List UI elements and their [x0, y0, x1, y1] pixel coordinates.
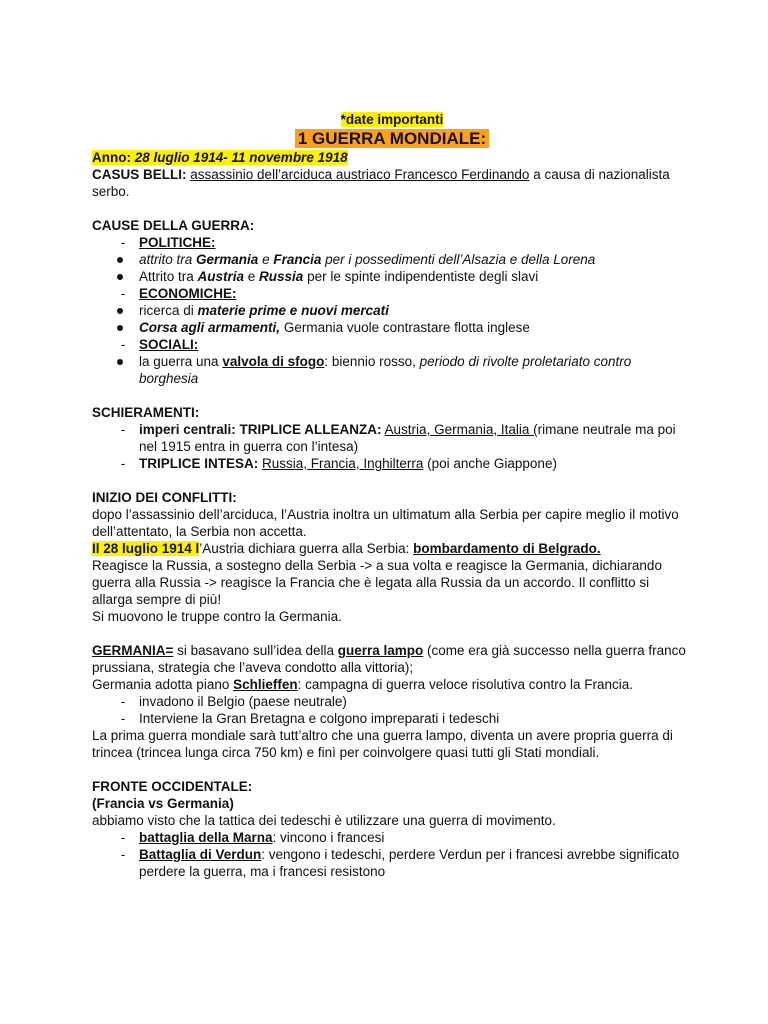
text-span: attrito tra [139, 252, 197, 267]
bullet-dot-icon [117, 308, 123, 314]
date-highlight: Il 28 luglio 1914 l [92, 541, 200, 556]
text-span: Corsa agli armamenti, [139, 320, 281, 335]
fronte-subheading: (Francia vs Germania) [92, 796, 234, 811]
text-span: Austria [197, 269, 245, 284]
text-span: periodo di rivolte proletariato contro borghesia [139, 354, 632, 386]
anno-value: 28 luglio 1914- 11 novembre 1918 [134, 150, 348, 165]
list-item [92, 302, 692, 319]
list-item [92, 829, 692, 846]
dash-marker: - [120, 711, 126, 726]
list-item [92, 234, 692, 251]
sociali-label: SOCIALI: [139, 337, 199, 352]
germania-paragraph-1 [92, 642, 692, 676]
document-body [92, 111, 692, 880]
text-span: ’Austria dichiara guerra alla Serbia: [199, 541, 414, 556]
text-span: : biennio rosso, [324, 354, 420, 369]
list-item [92, 455, 692, 472]
text-span: guerra lampo [337, 643, 424, 658]
dash-marker: - [120, 830, 126, 845]
text-span: bombardamento di Belgrado. [413, 541, 601, 556]
fronte-paragraph: abbiamo visto che la tattica dei tedeschi è utilizzare una guerra di movimento. [92, 813, 556, 828]
text-span: invadono il Belgio (paese neutrale) [139, 694, 347, 709]
list-item [92, 846, 692, 880]
text-span: Germania vuole contrastare flotta inglese [280, 320, 530, 335]
text-span: imperi centrali: TRIPLICE ALLEANZA: [139, 422, 382, 437]
bullet-dot-icon [117, 274, 123, 280]
text-span: : vincono i francesi [272, 830, 385, 845]
text-span: si basavano sull’idea della [173, 643, 338, 658]
text-span: Battaglia di Verdun [139, 847, 262, 862]
list-item [92, 319, 692, 336]
inizio-heading: INIZIO DEI CONFLITTI: [92, 490, 237, 505]
list-item [92, 710, 692, 727]
bullet-dot-icon [117, 257, 123, 263]
germania-paragraph-3: La prima guerra mondiale sarà tutt’altro che una guerra lampo, diventa un avere propria guerra di trincea (trincea lunga circa 750 km) e finì per coinvolgere quasi tutti gli Stati mondiali. [92, 728, 673, 760]
text-span: (poi anche Giappone) [423, 456, 557, 471]
text-span: ricerca di [139, 303, 198, 318]
anno-label: Anno: [92, 150, 131, 165]
list-item [92, 421, 692, 455]
text-span: TRIPLICE INTESA: [139, 456, 259, 471]
inizio-paragraph-4: Si muovono le truppe contro la Germania. [92, 609, 342, 624]
inizio-paragraph-1: dopo l’assassinio dell’arciduca, l’Austria inoltra un ultimatum alla Serbia per capire meglio il motivo dell’attentato, la Serbia non accetta. [92, 507, 679, 539]
politiche-label: POLITICHE: [139, 235, 216, 250]
text-span: Germania [196, 252, 259, 267]
important-dates-tag-line [92, 111, 692, 128]
anno-line [92, 149, 692, 166]
list-item [92, 285, 692, 302]
text-span: Russia [259, 269, 304, 284]
important-dates-tag: *date importanti [340, 112, 444, 127]
text-span: per le spinte indipendentiste degli slavi [303, 269, 539, 284]
text-span: battaglia della Marna [139, 830, 273, 845]
casus-belli-rest: a causa di nazionalista serbo. [92, 167, 670, 199]
text-span: Francia [273, 252, 322, 267]
text-span: Attrito tra [139, 269, 198, 284]
dash-marker: - [120, 422, 126, 437]
economiche-label: ECONOMICHE: [139, 286, 237, 301]
text-span: Austria, Germania, Italia ( [384, 422, 538, 437]
casus-belli-label: CASUS BELLI: [92, 167, 187, 182]
list-item [92, 268, 692, 285]
text-span: e [258, 252, 274, 267]
text-span: rimane neutrale ma poi nel 1915 entra in guerra con l’intesa) [139, 422, 676, 454]
bullet-dot-icon [117, 359, 123, 365]
list-item [92, 251, 692, 268]
text-span: (come era già successo nella guerra franco prussiana, strategia che l’aveva condotto alla vittoria); [92, 643, 686, 675]
schieramenti-heading: SCHIERAMENTI: [92, 405, 200, 420]
text-span: e [244, 269, 260, 284]
list-item [92, 336, 692, 353]
germania-label: GERMANIA= [92, 643, 174, 658]
casus-belli-line [92, 166, 692, 200]
text-span: la guerra una [139, 354, 223, 369]
germania-paragraph-2 [92, 676, 692, 693]
cause-heading: CAUSE DELLA GUERRA: [92, 218, 255, 233]
dash-marker: - [120, 286, 126, 301]
page-title: 1 GUERRA MONDIALE: [295, 129, 489, 148]
text-span: Interviene la Gran Bretagna e colgono impreparati i tedeschi [139, 711, 500, 726]
text-span: Germania adotta piano [92, 677, 234, 692]
dash-marker: - [120, 847, 126, 862]
text-span: : vengono i tedeschi, perdere Verdun per i francesi avrebbe significato perdere la guerra, ma i francesi resistono [139, 847, 680, 879]
text-span: materie prime e nuovi mercati [197, 303, 389, 318]
list-item [92, 693, 692, 710]
dash-marker: - [120, 337, 126, 352]
dash-marker: - [120, 694, 126, 709]
text-span: Schlieffen [233, 677, 298, 692]
text-span: : campagna di guerra veloce risolutiva contro la Francia. [297, 677, 634, 692]
dash-marker: - [120, 456, 126, 471]
text-span: per i possedimenti dell’Alsazia e della Lorena [321, 252, 596, 267]
bullet-dot-icon [117, 325, 123, 331]
page-title-line [92, 129, 692, 149]
fronte-heading: FRONTE OCCIDENTALE: [92, 779, 253, 794]
inizio-paragraph-2 [92, 540, 692, 557]
text-span: valvola di sfogo [222, 354, 325, 369]
dash-marker: - [120, 235, 126, 250]
casus-belli-underlined: assassinio dell’arciduca austriaco Francesco Ferdinando [190, 167, 530, 182]
inizio-paragraph-3: Reagisce la Russia, a sostegno della Serbia -> a sua volta e reagisce la Germania, dichiarando guerra alla Russia -> reagisce la Francia che è legata alla Russia da un accordo. Il conflitto si allarga sempre di più! [92, 558, 662, 607]
list-item [92, 353, 692, 387]
text-span: Russia, Francia, Inghilterra [262, 456, 424, 471]
